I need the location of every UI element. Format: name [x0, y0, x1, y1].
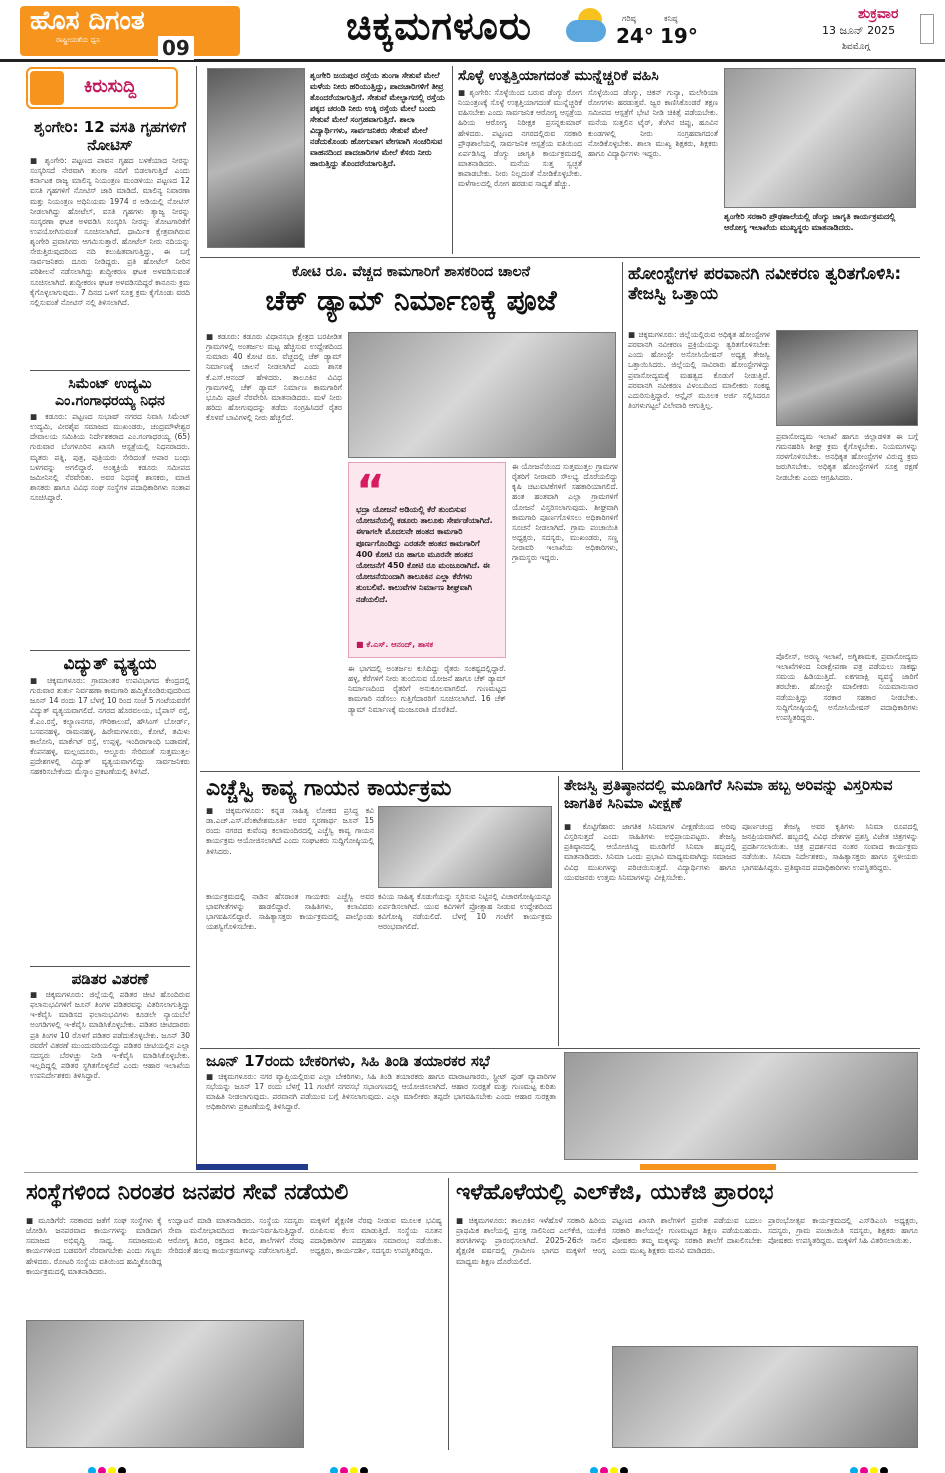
max-temp-label: ಗರಿಷ್ಠ — [622, 14, 636, 23]
pull-quote-author: ■ ಕೆ.ಎಸ್. ಆನಂದ್, ಶಾಸಕ — [356, 640, 434, 649]
body-lkg-a: ■ ಚಿಕ್ಕಮಗಳೂರು: ತಾಲೂಕಿನ ಇಳೆಹೊಳೆ ಸರಕಾರಿ ಹಿರಿಯ ಪ್ರಾಥಮಿಕ ಶಾಲೆಯಲ್ಲಿ ಪ್ರಸಕ್ತ ಸಾಲಿನಿಂದ ಎಲ್‌ಕೆಜಿ, ಯುಕೆಜಿ ತರಗತಿಗಳನ್ನು ಪ್ರಾರಂಭಿಸಲಾಗಿದೆ. 2025-26ನೇ ಸಾಲಿನ ಶೈಕ್ಷಣಿಕ ವರ್ಷದಲ್ಲಿ ಗ್ರಾಮೀಣ ಭಾಗದ ಮಕ್ಕಳಿಗೆ ಆಂಗ್ಲ ಮಾಧ್ಯಮ ಶಿಕ್ಷಣ ದೊರೆಯಲಿದೆ. — [456, 1216, 606, 1266]
issue-date: 13 ಜೂನ್ 2025 — [822, 24, 896, 37]
body-checkdam-a: ■ ಕಡೂರು: ಕಡೂರು ವಿಧಾನಸಭಾ ಕ್ಷೇತ್ರದ ಬರಪೀಡಿತ ಗ್ರಾಮಗಳಲ್ಲಿ ಅಂತರ್ಜಲ ಮಟ್ಟ ಹೆಚ್ಚಿಸುವ ಉದ್ದೇಶದಿಂದ ಸುಮಾರು 40 ಕೋಟಿ ರೂ. ವೆಚ್ಚದಲ್ಲಿ ಚೆಕ್ ಡ್ಯಾಮ್ ನಿರ್ಮಾಣಕ್ಕೆ ಚಾಲನೆ ನೀಡಲಾಗಿದೆ ಎಂದು ಶಾಸಕ ಕೆ.ಎಸ್.ಆನಂದ್ ಹೇಳಿದರು. ತಾಲೂಕಿನ ವಿವಿಧ ಗ್ರಾಮಗಳಲ್ಲಿ ಚೆಕ್ ಡ್ಯಾಮ್ ನಿರ್ಮಾಣ ಕಾಮಗಾರಿಗೆ ಭೂಮಿ ಪೂಜೆ ನೆರವೇರಿಸಿ ಮಾತನಾಡಿದರು. ಮಳೆ ನೀರು ಹರಿದು ಹೋಗುವುದನ್ನು ತಡೆದು ಸಂಗ್ರಹಿಸಿದರೆ ರೈತರ ಕೊಳವೆ ಬಾವಿಗಳಲ್ಲಿ ನೀರು ಹೆಚ್ಚಲಿದೆ. — [206, 332, 342, 422]
column-divider — [622, 262, 623, 770]
headline-poetry: ಎಚ್ಚೆಸ್ವಿ ಕಾವ್ಯ ಗಾಯನ ಕಾರ್ಯಕ್ರಮ — [206, 776, 452, 801]
body-power-cut: ■ ಚಿಕ್ಕಮಗಳೂರು: ಗ್ರಾಮಾಂತರ ಉಪವಿಭಾಗದ ಕೇಂದ್ರದಲ್ಲಿ ಗುರುವಾರ ತುರ್ತು ನಿರ್ವಹಣಾ ಕಾಮಗಾರಿ ಹಮ್ಮಿಕೊಂಡಿರುವುದರಿಂದ ಜೂನ್ 14 ರಂದು 17 ಬೆಳಗ್ಗೆ 10 ರಿಂದ ಸಂಜೆ 5 ಗಂಟೆಯವರೆಗೆ ವಿದ್ಯುತ್ ವ್ಯತ್ಯಯವಾಗಲಿದೆ. ನಗರದ ಹೊರವಲಯ, ಬೈಪಾಸ್ ರಸ್ತೆ, ಕೆ.ಎಂ.ರಸ್ತೆ, ಕಲ್ಯಾಣನಗರ, ಗೌರಿಕಾಲುವೆ, ಹೌಸಿಂಗ್ ಬೋರ್ಡ್, ಬಸವನಹಳ್ಳಿ, ರಾಮನಹಳ್ಳಿ, ಹಿರೇಮಗಳೂರು, ಕೋಟೆ, ತಮಿಳು ಕಾಲೋನಿ, ಮಾರ್ಕೆಟ್ ರಸ್ತೆ, ಉಪ್ಪಳ್ಳಿ, ಇಂದಿರಾಗಾಂಧಿ ಬಡಾವಣೆ, ಕೆಂಪನಹಳ್ಳಿ, ಮಲ್ಲಂದೂರು, ಆಲ್ದೂರು ಸೇರಿದಂತೆ ಸುತ್ತಮುತ್ತಲ ಪ್ರದೇಶಗಳಲ್ಲಿ ವಿದ್ಯುತ್ ವ್ಯತ್ಯಯವಾಗಲಿದ್ದು ಸಾರ್ವಜನಿಕರು ಸಹಕರಿಸಬೇಕೆಂದು ಮೆಸ್ಕಾಂ ಪ್ರಕಟಣೆಯಲ್ಲಿ ತಿಳಿಸಿದೆ. — [30, 676, 190, 777]
registration-dots — [590, 1460, 630, 1473]
pointing-hand-icon — [30, 71, 64, 105]
homestay-press-photo — [776, 330, 918, 426]
cloud-icon — [566, 20, 606, 42]
checkdam-pooja-photo — [348, 332, 616, 458]
body-checkdam-c: ಈ ಯೋಜನೆಯಿಂದ ಸುತ್ತಮುತ್ತಲ ಗ್ರಾಮಗಳ ರೈತರಿಗೆ ನೀರಾವರಿ ಸೌಲಭ್ಯ ದೊರೆಯಲಿದ್ದು ಕೃಷಿ ಚಟುವಟಿಕೆಗಳಿಗೆ ಸಹಕಾರಿಯಾಗಲಿದೆ. ಹಂತ ಹಂತವಾಗಿ ಎಲ್ಲಾ ಗ್ರಾಮಗಳಿಗೆ ಯೋಜನೆ ವಿಸ್ತರಿಸಲಾಗುವುದು. ಶೀಘ್ರವಾಗಿ ಕಾಮಗಾರಿ ಪೂರ್ಣಗೊಳಿಸಲು ಅಧಿಕಾರಿಗಳಿಗೆ ಸೂಚನೆ ನೀಡಲಾಗಿದೆ. ಗ್ರಾಮ ಪಂಚಾಯಿತಿ ಅಧ್ಯಕ್ಷರು, ಸದಸ್ಯರು, ಮುಖಂಡರು, ಸಣ್ಣ ನೀರಾವರಿ ಇಲಾಖೆಯ ಅಧಿಕಾರಿಗಳು, ಗ್ರಾಮಸ್ಥರು ಇದ್ದರು. — [512, 462, 618, 563]
registration-mark — [920, 14, 934, 44]
registration-dots — [330, 1460, 370, 1473]
pull-quote-text: ಭದ್ರಾ ಯೋಜನೆ ಅಡಿಯಲ್ಲಿ ಕೆರೆ ತುಂಬಿಸುವ ಯೋಜನೆಯಲ್ಲಿ ಕಡೂರು ತಾಲೂಕು ಸೇರ್ಪಡೆಯಾಗಿದೆ. ಈಗಾಗಲೇ ಮೊದಲನೇ ಹಂತದ ಕಾಮಗಾರಿ ಪೂರ್ಣಗೊಂಡಿದ್ದು ಎರಡನೇ ಹಂತದ ಕಾಮಗಾರಿಗೆ 400 ಕೋಟಿ ರೂ ಹಾಗೂ ಮೂರನೇ ಹಂತದ ಯೋಜನೆಗೆ 450 ಕೋಟಿ ರೂ ಮಂಜೂರಾಗಿದೆ. ಈ ಯೋಜನೆಯಿಂದಾಗಿ ತಾಲೂಕಿನ ಎಲ್ಲಾ ಕೆರೆಗಳು ತುಂಬಲಿವೆ. ಕಾಲುವೆಗಳ ನಿರ್ಮಾಣ ಶೀಘ್ರವಾಗಿ ನಡೆಯಲಿದೆ. — [356, 505, 493, 604]
min-temp: 19° — [660, 24, 698, 48]
headline-checkdam: ಚೆಕ್ ಡ್ಯಾಮ್ ನಿರ್ಮಾಣಕ್ಕೆ ಪೂಜೆ — [265, 284, 557, 317]
edition-title: ಚಿಕ್ಕಮಗಳೂರು — [346, 4, 533, 48]
body-obituary: ■ ಕಡೂರು: ಪಟ್ಟಣದ ಸುಭಾಷ್ ನಗರದ ನಿವಾಸಿ ಸಿಮೆಂಟ್ ಉದ್ಯಮಿ, ವೀರಶೈವ ಸಮಾಜದ ಮುಖಂಡರು, ಚಂದ್ರಮೌಳೇಶ್ವರ ದೇವಾಲಯ ಸಮಿತಿಯ ನಿರ್ದೇಶಕರಾದ ಎಂ.ಗಂಗಾಧರಯ್ಯ (65) ಗುರುವಾರ ಬೆಂಗಳೂರಿನ ಖಾಸಗಿ ಆಸ್ಪತ್ರೆಯಲ್ಲಿ ನಿಧನರಾದರು. ಮೃತರು ಪತ್ನಿ, ಪುತ್ರ, ಪುತ್ರಿಯರು ಸೇರಿದಂತೆ ಅಪಾರ ಬಂಧು ಬಳಗವನ್ನು ಅಗಲಿದ್ದಾರೆ. ಅಂತ್ಯಕ್ರಿಯೆ ಕಡೂರು ಸಮೀಪದ ಜಮೀನಿನಲ್ಲಿ ನೆರವೇರಿತು. ಅವರ ನಿಧನಕ್ಕೆ ಶಾಸಕರು, ಮಾಜಿ ಶಾಸಕರು ಹಾಗೂ ವಿವಿಧ ಸಂಘ ಸಂಸ್ಥೆಗಳ ಪದಾಧಿಕಾರಿಗಳು ಸಂತಾಪ ಸೂಚಿಸಿದ್ದಾರೆ. — [30, 412, 190, 502]
headline-obituary: ಸಿಮೆಂಟ್ ಉದ್ಯಮಿ ಎಂ.ಗಂಗಾಧರಯ್ಯ ನಿಧನ — [55, 376, 165, 409]
kicker-checkdam: ಕೋಟಿ ರೂ. ವೆಚ್ಚದ ಕಾಮಗಾರಿಗೆ ಶಾಸಕರಿಂದ ಚಾಲನೆ — [291, 264, 531, 280]
headline-ration: ಪಡಿತರ ವಿತರಣೆ — [71, 970, 149, 988]
brand-name: ಹೊಸ ದಿಗಂತ — [30, 6, 145, 36]
body-checkdam-b: ಈ ಭಾಗದಲ್ಲಿ ಅಂತರ್ಜಲ ಕುಸಿದಿದ್ದು ರೈತರು ಸಂಕಷ್ಟದಲ್ಲಿದ್ದಾರೆ. ಹಳ್ಳ, ಕೆರೆಗಳಿಗೆ ನೀರು ತುಂಬಿಸುವ ಯೋಜನೆ ಹಾಗೂ ಚೆಕ್ ಡ್ಯಾಮ್ ನಿರ್ಮಾಣದಿಂದ ರೈತರಿಗೆ ಅನುಕೂಲವಾಗಲಿದೆ. ಗುಣಮಟ್ಟದ ಕಾಮಗಾರಿ ನಡೆಸಲು ಗುತ್ತಿಗೆದಾರರಿಗೆ ಸೂಚಿಸಲಾಗಿದೆ. 16 ಚೆಕ್ ಡ್ಯಾಮ್ ನಿರ್ಮಾಣಕ್ಕೆ ಮಂಜೂರಾತಿ ದೊರೆತಿದೆ. — [348, 664, 506, 714]
column-divider — [558, 776, 559, 1046]
body-mosquito-a: ■ ಶೃಂಗೇರಿ: ಸೊಳ್ಳೆಯಿಂದ ಬರುವ ಡೆಂಗ್ಯು ರೋಗ ನಿಯಂತ್ರಣಕ್ಕೆ ಸೊಳ್ಳೆ ಉತ್ಪತ್ತಿಯಾಗದಂತೆ ಮುನ್ನೆಚ್ಚರಿಕೆ ವಹಿಸಬೇಕು ಎಂದು ಸಾರ್ವಜನಿಕ ಆರೋಗ್ಯ ಆಸ್ಪತ್ರೆಯ ಹಿರಿಯ ಆರೋಗ್ಯ ನಿರೀಕ್ಷಕ ಪ್ರಸನ್ನಕುಮಾರ್ ಹೇಳಿದರು. ಪಟ್ಟಣದ ನಗರದಲ್ಲಿರುವ ಸರಕಾರಿ ಪ್ರೌಢಶಾಲೆಯಲ್ಲಿ ಸಾರ್ವಜನಿಕ ಆಸ್ಪತ್ರೆಯ ವತಿಯಿಂದ ಏರ್ಪಡಿಸಿದ್ದ ಡೆಂಗ್ಯು ಜಾಗೃತಿ ಕಾರ್ಯಕ್ರಮದಲ್ಲಿ ಮಾತನಾಡಿದರು. ಮನೆಯ ಸುತ್ತ ಸ್ವಚ್ಛತೆ ಕಾಪಾಡಬೇಕು. ನೀರು ನಿಲ್ಲದಂತೆ ನೋಡಿಕೊಳ್ಳಬೇಕು. ಮಳೆಗಾಲದಲ್ಲಿ ರೋಗ ಹರಡುವ ಸಾಧ್ಯತೆ ಹೆಚ್ಚು. — [458, 88, 582, 189]
weekday: ಶುಕ್ರವಾರ — [858, 6, 899, 22]
body-cinema-a: ■ ಕೊಟ್ಟಿಗೆಹಾರ: ಜಾಗತಿಕ ಸಿನಿಮಾಗಳ ವೀಕ್ಷಣೆಯಿಂದ ಅರಿವು ವಿಸ್ತರಿಸುತ್ತದೆ ಎಂದು ಸಾಹಿತಿಗಳು ಅಭಿಪ್ರಾಯಪಟ್ಟರು. ತೇಜಸ್ವಿ ಪ್ರತಿಷ್ಠಾನದಲ್ಲಿ ಆಯೋಜಿಸಿದ್ದ ಮೂಡಿಗೆರೆ ಸಿನಿಮಾ ಹಬ್ಬದಲ್ಲಿ ಮಾತನಾಡಿದರು. ಸಿನಿಮಾ ಒಂದು ಪ್ರಭಾವಿ ಮಾಧ್ಯಮವಾಗಿದ್ದು ಸಮಾಜದ ವಿವಿಧ ಮುಖಗಳನ್ನು ಪರಿಚಯಿಸುತ್ತದೆ. ವಿದ್ಯಾರ್ಥಿಗಳು ಹಾಗೂ ಯುವಜನರು ಉತ್ತಮ ಸಿನಿಮಾಗಳನ್ನು ವೀಕ್ಷಿಸಬೇಕು. — [564, 822, 736, 882]
headline-cinema: ತೇಜಸ್ವಿ ಪ್ರತಿಷ್ಠಾನದಲ್ಲಿ ಮೂಡಿಗೆರೆ ಸಿನಿಮಾ ಹಬ್ಬ ಅರಿವನ್ನು ವಿಸ್ತರಿಸುವ ಜಾಗತಿಕ ಸಿನಿಮಾ ವೀಕ್ಷಣೆ — [564, 776, 893, 812]
body-homestay-a: ■ ಚಿಕ್ಕಮಗಳೂರು: ಜಿಲ್ಲೆಯಲ್ಲಿರುವ ಅಧಿಕೃತ ಹೋಂಸ್ಟೇಗಳ ಪರವಾನಗಿ ನವೀಕರಣ ಪ್ರಕ್ರಿಯೆಯನ್ನು ತ್ವರಿತಗೊಳಿಸಬೇಕು ಎಂದು ಹೋಂಸ್ಟೇ ಅಸೋಸಿಯೇಷನ್ ಅಧ್ಯಕ್ಷ ತೇಜಸ್ವಿ ಒತ್ತಾಯಿಸಿದರು. ಜಿಲ್ಲೆಯಲ್ಲಿ ಸಾವಿರಾರು ಹೋಂಸ್ಟೇಗಳಿದ್ದು ಪ್ರವಾಸೋದ್ಯಮಕ್ಕೆ ಮಹತ್ವದ ಕೊಡುಗೆ ನೀಡುತ್ತಿವೆ. ಪರವಾನಗಿ ನವೀಕರಣ ವಿಳಂಬದಿಂದ ಮಾಲೀಕರು ಸಂಕಷ್ಟ ಎದುರಿಸುತ್ತಿದ್ದಾರೆ. ಆನ್ಲೈನ್ ಮೂಲಕ ಅರ್ಜಿ ಸಲ್ಲಿಸಿದರೂ ತಿಂಗಳುಗಟ್ಟಲೆ ವಿಲೇವಾರಿ ಆಗುತ್ತಿಲ್ಲ. — [628, 330, 770, 410]
body-cinema-b: ಪೂರ್ಣಚಂದ್ರ ತೇಜಸ್ವಿ ಅವರ ಕೃತಿಗಳು ಸಿನಿಮಾ ರೂಪದಲ್ಲಿ ಜನಪ್ರಿಯವಾಗಿವೆ. ಹಬ್ಬದಲ್ಲಿ ವಿವಿಧ ದೇಶಗಳ ಪ್ರಶಸ್ತಿ ವಿಜೇತ ಚಿತ್ರಗಳನ್ನು ಪ್ರದರ್ಶಿಸಲಾಯಿತು. ಚಿತ್ರ ಪ್ರದರ್ಶನದ ನಂತರ ಸಂವಾದ ಕಾರ್ಯಕ್ರಮ ನಡೆಯಿತು. ಸಿನಿಮಾ ನಿರ್ದೇಶಕರು, ಸಾಹಿತ್ಯಾಸಕ್ತರು ಹಾಗೂ ಸ್ಥಳೀಯರು ಭಾಗವಹಿಸಿದ್ದರು. ಪ್ರತಿಷ್ಠಾನದ ಪದಾಧಿಕಾರಿಗಳು ಉಪಸ್ಥಿತರಿದ್ದರು. — [742, 822, 918, 872]
body-poetry-a: ■ ಚಿಕ್ಕಮಗಳೂರು: ಕನ್ನಡ ಸಾಹಿತ್ಯ ಲೋಕದ ಪ್ರಸಿದ್ಧ ಕವಿ ಡಾ.ಎಚ್.ಎಸ್.ವೆಂಕಟೇಶಮೂರ್ತಿ ಅವರ ಸ್ಮರಣಾರ್ಥ ಜೂನ್ 15 ರಂದು ನಗರದ ಕುವೆಂಪು ಕಲಾಮಂದಿರದಲ್ಲಿ ಎಚ್ಚೆಸ್ವಿ ಕಾವ್ಯ ಗಾಯನ ಕಾರ್ಯಕ್ರಮ ಆಯೋಜಿಸಲಾಗಿದೆ ಎಂದು ಸಂಘಟಕರು ಸುದ್ದಿಗೋಷ್ಠಿಯಲ್ಲಿ ತಿಳಿಸಿದರು. — [206, 806, 374, 856]
body-ration: ■ ಚಿಕ್ಕಮಗಳೂರು: ಜಿಲ್ಲೆಯಲ್ಲಿ ಪಡಿತರ ಚೀಟಿ ಹೊಂದಿರುವ ಫಲಾನುಭವಿಗಳಿಗೆ ಜೂನ್ ತಿಂಗಳ ಪಡಿತರವನ್ನು ವಿತರಿಸಲಾಗುತ್ತಿದ್ದು ಇ-ಕೆವೈಸಿ ಮಾಡಿಸದ ಫಲಾನುಭವಿಗಳು ಕೂಡಲೇ ನ್ಯಾಯಬೆಲೆ ಅಂಗಡಿಗಳಲ್ಲಿ ಇ-ಕೆವೈಸಿ ಮಾಡಿಸಿಕೊಳ್ಳಬೇಕು. ಪಡಿತರ ಚೀಟಿದಾರರು ಪ್ರತಿ ತಿಂಗಳ 10 ರೊಳಗೆ ಪಡಿತರ ಪಡೆದುಕೊಳ್ಳಬೇಕು. ಜೂನ್ 30 ರವರೆಗೆ ವಿತರಣೆ ಮುಂದುವರಿಯಲಿದ್ದು ಪಡಿತರ ಚೀಟಿಯಲ್ಲಿನ ಎಲ್ಲಾ ಸದಸ್ಯರು ಬೆರಳಚ್ಚು ನೀಡಿ ಇ-ಕೆವೈಸಿ ಮಾಡಿಸಿಕೊಳ್ಳಬೇಕು. ಇಲ್ಲದಿದ್ದಲ್ಲಿ ಪಡಿತರ ಸ್ಥಗಿತಗೊಳ್ಳಲಿದೆ ಎಂದು ಆಹಾರ ಇಲಾಖೆಯ ಉಪನಿರ್ದೇಶಕರು ತಿಳಿಸಿದ್ದಾರೆ. — [30, 990, 190, 1080]
bridge-photo-caption: ಶೃಂಗೇರಿ ಜಯಪುರ ರಸ್ತೆಯ ತುಂಗಾ ಸೇತುವೆ ಮೇಲೆ ಮಳೆಯ ನೀರು ಹರಿಯುತ್ತಿದ್ದು, ಪಾದಚಾರಿಗಳಿಗೆ ತೀವ್ರ ತೊಂದರೆಯಾಗುತ್ತಿದೆ. ಸೇತುವೆ ಮೇಲ್ಭಾಗದಲ್ಲಿ ರಸ್ತೆಯ ಪಕ್ಕದ ಚರಂಡಿ ನೀರು ಉಕ್ಕಿ ರಸ್ತೆಯ ಮೇಲೆ ಬಂದು ಸೇತುವೆ ಮೇಲೆ ಸಂಗ್ರಹವಾಗುತ್ತಿದೆ. ಶಾಲಾ ವಿದ್ಯಾರ್ಥಿಗಳು, ಸಾರ್ವಜನಿಕರು ಸೇತುವೆ ಮೇಲೆ ನಡೆದುಕೊಂಡು ಹೋಗುವಾಗ ವೇಗವಾಗಿ ಸಂಚರಿಸುವ ವಾಹನದಿಂದ ಪಾದಚಾರಿಗಳ ಮೇಲೆ ಕೆಸರು ನೀರು ಹಾರುತ್ತಿದ್ದು ತೊಂದರೆಯಾಗುತ್ತಿದೆ. — [310, 71, 445, 169]
body-poetry-b: ಕಾರ್ಯಕ್ರಮದಲ್ಲಿ ನಾಡಿನ ಹೆಸರಾಂತ ಗಾಯಕರು ಎಚ್ಚೆಸ್ವಿ ಅವರ ಭಾವಗೀತೆಗಳನ್ನು ಹಾಡಲಿದ್ದಾರೆ. ಸಾಹಿತಿಗಳು, ಕಲಾವಿದರು ಭಾಗವಹಿಸಲಿದ್ದಾರೆ. ಸಾಹಿತ್ಯಾಸಕ್ತರು ಕಾರ್ಯಕ್ರಮದಲ್ಲಿ ಪಾಲ್ಗೊಂಡು ಯಶಸ್ವಿಗೊಳಿಸಬೇಕು. — [206, 892, 374, 932]
body-institutions-c: ಮಕ್ಕಳಿಗೆ ಶೈಕ್ಷಣಿಕ ನೆರವು ನೀಡುವ ಮೂಲಕ ಭವಿಷ್ಯ ರೂಪಿಸುವ ಕೆಲಸ ಮಾಡುತ್ತಿದೆ. ಸಂಸ್ಥೆಯ ನೂತನ ಪದಾಧಿಕಾರಿಗಳ ಪದಗ್ರಹಣ ಸಮಾರಂಭ ನಡೆಯಿತು. ಅಧ್ಯಕ್ಷರು, ಕಾರ್ಯದರ್ಶಿ, ಸದಸ್ಯರು ಉಪಸ್ಥಿತರಿದ್ದರು. — [310, 1216, 442, 1256]
headline-institutions: ಸಂಸ್ಥೆಗಳಿಂದ ನಿರಂತರ ಜನಪರ ಸೇವೆ ನಡೆಯಲಿ — [26, 1180, 349, 1205]
body-institutions-a: ■ ಮೂಡಿಗೆರೆ: ಸರಕಾರದ ಜತೆಗೆ ಸಂಘ ಸಂಸ್ಥೆಗಳು ಕೈ ಜೋಡಿಸಿ ಜನಪರವಾದ ಕಾರ್ಯಗಳನ್ನು ಮಾಡಿದಾಗ ಸಮಾಜದ ಅಭಿವೃದ್ಧಿ ಸಾಧ್ಯ. ಸಮಾಜಮುಖಿ ಕಾರ್ಯಗಳಿಂದ ಬಡವರಿಗೆ ನೆರವಾಗಬೇಕು ಎಂದು ಗಣ್ಯರು ಹೇಳಿದರು. ರೋಟರಿ ಸಂಸ್ಥೆಯ ವತಿಯಿಂದ ಹಮ್ಮಿಕೊಂಡಿದ್ದ ಕಾರ್ಯಕ್ರಮದಲ್ಲಿ ಮಾತನಾಡಿದರು. — [26, 1216, 162, 1276]
body-mosquito-b: ಸೊಳ್ಳೆಯಿಂದ ಡೆಂಗ್ಯು, ಚಿಕನ್ ಗುನ್ಯಾ, ಮಲೇರಿಯಾ ರೋಗಗಳು ಹರಡುತ್ತವೆ. ಜ್ವರ ಕಾಣಿಸಿಕೊಂಡರೆ ತಕ್ಷಣ ಸಮೀಪದ ಆಸ್ಪತ್ರೆಗೆ ಭೇಟಿ ನೀಡಿ ಚಿಕಿತ್ಸೆ ಪಡೆಯಬೇಕು. ಮನೆಯ ಸುತ್ತಲಿನ ಟೈರ್, ತೆಂಗಿನ ಚಿಪ್ಪು, ಹೂವಿನ ಕುಂಡಗಳಲ್ಲಿ ನೀರು ಸಂಗ್ರಹವಾಗದಂತೆ ನೋಡಿಕೊಳ್ಳಬೇಕು. ಶಾಲಾ ಮುಖ್ಯ ಶಿಕ್ಷಕರು, ಶಿಕ್ಷಕರು ಹಾಗೂ ವಿದ್ಯಾರ್ಥಿಗಳು ಇದ್ದರು. — [588, 88, 718, 158]
divider — [24, 1172, 918, 1173]
poetry-press-photo — [378, 806, 552, 888]
body-lkg-b: ಪಟ್ಟಣದ ಖಾಸಗಿ ಶಾಲೆಗಳಿಗೆ ಪ್ರವೇಶ ಪಡೆಯುವ ಬದಲು ಸರಕಾರಿ ಶಾಲೆಯಲ್ಲೇ ಗುಣಮಟ್ಟದ ಶಿಕ್ಷಣ ಪಡೆಯಬಹುದು. ಪೋಷಕರು ತಮ್ಮ ಮಕ್ಕಳನ್ನು ಸರಕಾರಿ ಶಾಲೆಗೆ ದಾಖಲಿಸಬೇಕು ಎಂದು ಮುಖ್ಯ ಶಿಕ್ಷಕರು ಮನವಿ ಮಾಡಿದರು. — [612, 1216, 762, 1256]
column-divider — [452, 66, 453, 254]
bridge-rain-photo — [207, 68, 305, 248]
body-poetry-c: ಕವಿಯ ಸಾಹಿತ್ಯ ಕೊಡುಗೆಯನ್ನು ಸ್ಮರಿಸುವ ನಿಟ್ಟಿನಲ್ಲಿ ವಿಚಾರಗೋಷ್ಠಿಯನ್ನೂ ಏರ್ಪಡಿಸಲಾಗಿದೆ. ಯುವ ಕವಿಗಳಿಗೆ ಪ್ರೋತ್ಸಾಹ ನೀಡುವ ಉದ್ದೇಶದಿಂದ ಕವಿಗೋಷ್ಠಿ ನಡೆಯಲಿದೆ. ಬೆಳಗ್ಗೆ 10 ಗಂಟೆಗೆ ಕಾರ್ಯಕ್ರಮ ಆರಂಭವಾಗಲಿದೆ. — [378, 892, 552, 932]
registration-dots — [850, 1460, 890, 1473]
page-number: 09 — [158, 36, 194, 60]
headline-sringeri-notice: ಶೃಂಗೇರಿ: 12 ವಸತಿ ಗೃಹಗಳಿಗೆ ನೋಟಿಸ್ — [34, 118, 186, 154]
dengue-awareness-photo — [724, 68, 916, 208]
body-homestay-b: ಪ್ರವಾಸೋದ್ಯಮ ಇಲಾಖೆ ಹಾಗೂ ಜಿಲ್ಲಾಡಳಿತ ಈ ಬಗ್ಗೆ ಗಮನಹರಿಸಿ ಶೀಘ್ರ ಕ್ರಮ ಕೈಗೊಳ್ಳಬೇಕು. ನಿಯಮಗಳನ್ನು ಸರಳಗೊಳಿಸಬೇಕು. ಅನಧಿಕೃತ ಹೋಂಸ್ಟೇಗಳ ವಿರುದ್ಧ ಕ್ರಮ ಜರುಗಿಸಬೇಕು. ಅಧಿಕೃತ ಹೋಂಸ್ಟೇಗಳಿಗೆ ಸೂಕ್ತ ರಕ್ಷಣೆ ನೀಡಬೇಕು ಎಂದು ಆಗ್ರಹಿಸಿದರು. — [776, 432, 918, 482]
divider — [200, 257, 920, 258]
brand-tagline: ರಾಷ್ಟ್ರೀಯತೆಯ ಧ್ವನಿ — [56, 36, 101, 44]
dengue-photo-caption: ಶೃಂಗೇರಿ ಸರಕಾರಿ ಪ್ರೌಢಶಾಲೆಯಲ್ಲಿ ಡೆಂಗ್ಯು ಜಾಗೃತಿ ಕಾರ್ಯಕ್ರಮದಲ್ಲಿ ಆರೋಗ್ಯ ಇಲಾಖೆಯ ಮುಖ್ಯಸ್ಥರು ಮಾತನಾಡಿದರು. — [724, 212, 896, 232]
print-city: ಶಿವಮೊಗ್ಗ — [842, 42, 870, 52]
divider — [30, 966, 190, 967]
body-bakery-meeting: ■ ಚಿಕ್ಕಮಗಳೂರು: ನಗರ ವ್ಯಾಪ್ತಿಯಲ್ಲಿರುವ ಎಲ್ಲಾ ಬೇಕರಿಗಳು, ಸಿಹಿ ತಿಂಡಿ ತಯಾರಕರು ಹಾಗೂ ಮಾರಾಟಗಾರರು, ಸ್ಟ್ರೀಟ್ ಫುಡ್ ವ್ಯಾಪಾರಿಗಳ ಸಭೆಯನ್ನು ಜೂನ್ 17 ರಂದು ಬೆಳಗ್ಗೆ 11 ಗಂಟೆಗೆ ನಗರಸಭೆ ಸಭಾಂಗಣದಲ್ಲಿ ಆಯೋಜಿಸಲಾಗಿದೆ. ಆಹಾರ ಸುರಕ್ಷತೆ ಮತ್ತು ಗುಣಮಟ್ಟ ಕುರಿತು ಮಾಹಿತಿ ನೀಡಲಾಗುವುದು. ಪರವಾನಗಿ ಪಡೆಯುವ ಬಗ್ಗೆ ತಿಳಿಸಲಾಗುವುದು. ಎಲ್ಲಾ ಮಾಲೀಕರು ತಪ್ಪದೇ ಭಾಗವಹಿಸಬೇಕು ಎಂದು ಆಹಾರ ಸುರಕ್ಷತಾ ಅಧಿಕಾರಿಗಳು ಪ್ರಕಟಣೆಯಲ್ಲಿ ತಿಳಿಸಿದ್ದಾರೆ. — [206, 1072, 556, 1112]
colour-strip-blue — [196, 1164, 308, 1170]
kirusuddi-label: ಕಿರುಸುದ್ದಿ — [84, 76, 137, 97]
headline-homestay: ಹೋಂಸ್ಟೇಗಳ ಪರವಾನಗಿ ನವೀಕರಣ ತ್ವರಿತಗೊಳಿಸಿ: ತೇಜಸ್ವಿ ಒತ್ತಾಯ — [628, 264, 902, 305]
min-temp-label: ಕನಿಷ್ಠ — [664, 14, 678, 23]
body-homestay-c: ಪೊಲೀಸ್, ಅರಣ್ಯ ಇಲಾಖೆ, ಅಗ್ನಿಶಾಮಕ, ಪ್ರವಾಸೋದ್ಯಮ ಇಲಾಖೆಗಳಿಂದ ನಿರಾಕ್ಷೇಪಣಾ ಪತ್ರ ಪಡೆಯಲು ಸಾಕಷ್ಟು ಸಮಯ ಹಿಡಿಯುತ್ತಿದೆ. ಏಕಗವಾಕ್ಷಿ ವ್ಯವಸ್ಥೆ ಜಾರಿಗೆ ತರಬೇಕು. ಹೋಂಸ್ಟೇ ಮಾಲೀಕರು ನಿಯಮಾನುಸಾರ ನಡೆಯುತ್ತಿದ್ದು ಸರಕಾರ ಸಹಕಾರ ನೀಡಬೇಕು. ಸುದ್ದಿಗೋಷ್ಠಿಯಲ್ಲಿ ಅಸೋಸಿಯೇಷನ್ ಪದಾಧಿಕಾರಿಗಳು ಉಪಸ್ಥಿತರಿದ್ದರು. — [776, 652, 918, 722]
divider — [200, 771, 920, 772]
institution-event-photo — [26, 1320, 304, 1448]
body-sringeri-notice: ■ ಶೃಂಗೇರಿ: ಪಟ್ಟಣದ ಪಾವನ ಗೃಹದ ಬಳಕೆಯಾದ ನೀರನ್ನು ಸಂಸ್ಕರಿಸದೆ ನೇರವಾಗಿ ತುಂಗಾ ನದಿಗೆ ಬಿಡಲಾಗುತ್ತಿದೆ ಎಂದು ಕರ್ನಾಟಕ ರಾಜ್ಯ ಮಾಲಿನ್ಯ ನಿಯಂತ್ರಣ ಮಂಡಳಿಯು ಪಟ್ಟಣದ 12 ವಸತಿ ಗೃಹಗಳಿಗೆ ನೋಟಿಸ್ ಜಾರಿ ಮಾಡಿದೆ. ಮಾಲಿನ್ಯ ನಿವಾರಣಾ ಮತ್ತು ನಿಯಂತ್ರಣ ಅಧಿನಿಯಮ 1974 ರ ಅಡಿಯಲ್ಲಿ ನೋಟಿಸ್ ನೀಡಲಾಗಿದ್ದು ಹೋಟೆಲ್, ವಸತಿ ಗೃಹಗಳು ತ್ಯಾಜ್ಯ ನೀರನ್ನು ಸಂಸ್ಕರಣಾ ಘಟಕ ಅಳವಡಿಸಿ ಸಂಸ್ಕರಿಸಿ ನೀರನ್ನು ತೋಟಗಾರಿಕೆಗೆ ಉಪಯೋಗಿಸುವಂತೆ ಸೂಚಿಸಲಾಗಿದೆ. ಧಾರ್ಮಿಕ ಕ್ಷೇತ್ರವಾಗಿರುವ ಶೃಂಗೇರಿ ಪ್ರವಾಸಿಗರು ಆಗಮಿಸುತ್ತಾರೆ. ಹೋಟೆಲ್ ನೀರು ನದಿಯನ್ನು ಸೇರುತ್ತಿರುವುದರಿಂದ ನದಿ ಕಲುಷಿತವಾಗುತ್ತಿದ್ದು, ಈ ಬಗ್ಗೆ ಸಾರ್ವಜನಿಕರು ದೂರು ನೀಡಿದ್ದರು. ಪ್ರತಿ ಹೋಟೆಲ್ ನೀರಿನ ಪರಿಶೀಲನೆ ನಡೆಸಲಾಗಿದ್ದು ಶುದ್ಧೀಕರಣ ಘಟಕ ಅಳವಡಿಸುವಂತೆ ಸೂಚಿಸಲಾಗಿದೆ. ಶುದ್ಧೀಕರಣ ಘಟಕ ಅಳವಡಿಸದಿದ್ದರೆ ಕಾನೂನು ಕ್ರಮ ಕೈಗೊಳ್ಳಲಾಗುವುದು. 7 ದಿನದ ಒಳಗೆ ಸೂಕ್ತ ಕ್ರಮ ಕೈಗೊಂಡು ವರದಿ ಸಲ್ಲಿಸುವಂತೆ ನೋಟಿಸ್ ನಲ್ಲಿ ತಿಳಿಸಲಾಗಿದೆ. — [30, 156, 190, 307]
max-temp: 24° — [616, 24, 654, 48]
headline-mosquito: ಸೊಳ್ಳೆ ಉತ್ಪತ್ತಿಯಾಗದಂತೆ ಮುನ್ನೆಚ್ಚರಿಕೆ ವಹಿಸಿ — [458, 68, 659, 84]
colour-strip-orange — [640, 1164, 776, 1170]
body-lkg-c: ಪ್ರಾರಂಭೋತ್ಸವ ಕಾರ್ಯಕ್ರಮದಲ್ಲಿ ಎಸ್‌ಡಿಎಂಸಿ ಅಧ್ಯಕ್ಷರು, ಸದಸ್ಯರು, ಗ್ರಾಮ ಪಂಚಾಯಿತಿ ಸದಸ್ಯರು, ಶಿಕ್ಷಕರು ಹಾಗೂ ಪೋಷಕರು ಉಪಸ್ಥಿತರಿದ್ದರು. ಮಕ್ಕಳಿಗೆ ಸಿಹಿ ವಿತರಿಸಲಾಯಿತು. — [768, 1216, 918, 1246]
headline-lkg-ukg: ಇಳೆಹೊಳೆಯಲ್ಲಿ ಎಲ್‌ಕೆಜಿ, ಯುಕೆಜಿ ಪ್ರಾರಂಭ — [456, 1180, 774, 1205]
headline-bakery-meeting: ಜೂನ್ 17ರಂದು ಬೇಕರಿಗಳು, ಸಿಹಿ ತಿಂಡಿ ತಯಾರಕರ ಸಭೆ — [206, 1052, 490, 1070]
divider — [30, 370, 190, 371]
divider — [30, 650, 190, 651]
column-divider — [196, 66, 197, 1166]
quote-icon: “ — [356, 466, 385, 517]
body-institutions-b: ಉದ್ಘಾಟನೆ ಮಾಡಿ ಮಾತನಾಡಿದರು. ಸಂಸ್ಥೆಯ ಸದಸ್ಯರು ಸೇವಾ ಮನೋಭಾವದಿಂದ ಕಾರ್ಯನಿರ್ವಹಿಸುತ್ತಿದ್ದಾರೆ. ಆರೋಗ್ಯ ಶಿಬಿರ, ರಕ್ತದಾನ ಶಿಬಿರ, ಶಾಲೆಗಳಿಗೆ ನೆರವು ಸೇರಿದಂತೆ ಹಲವು ಕಾರ್ಯಕ್ರಮಗಳನ್ನು ನಡೆಸಲಾಗುತ್ತಿದೆ. — [168, 1216, 304, 1256]
headline-power-cut: ವಿದ್ಯುತ್ ವ್ಯತ್ಯಯ — [63, 654, 157, 674]
column-divider — [448, 1178, 449, 1450]
school-children-photo — [612, 1346, 918, 1448]
group-photo — [564, 1052, 918, 1160]
divider — [200, 1048, 920, 1049]
registration-dots — [88, 1460, 128, 1473]
